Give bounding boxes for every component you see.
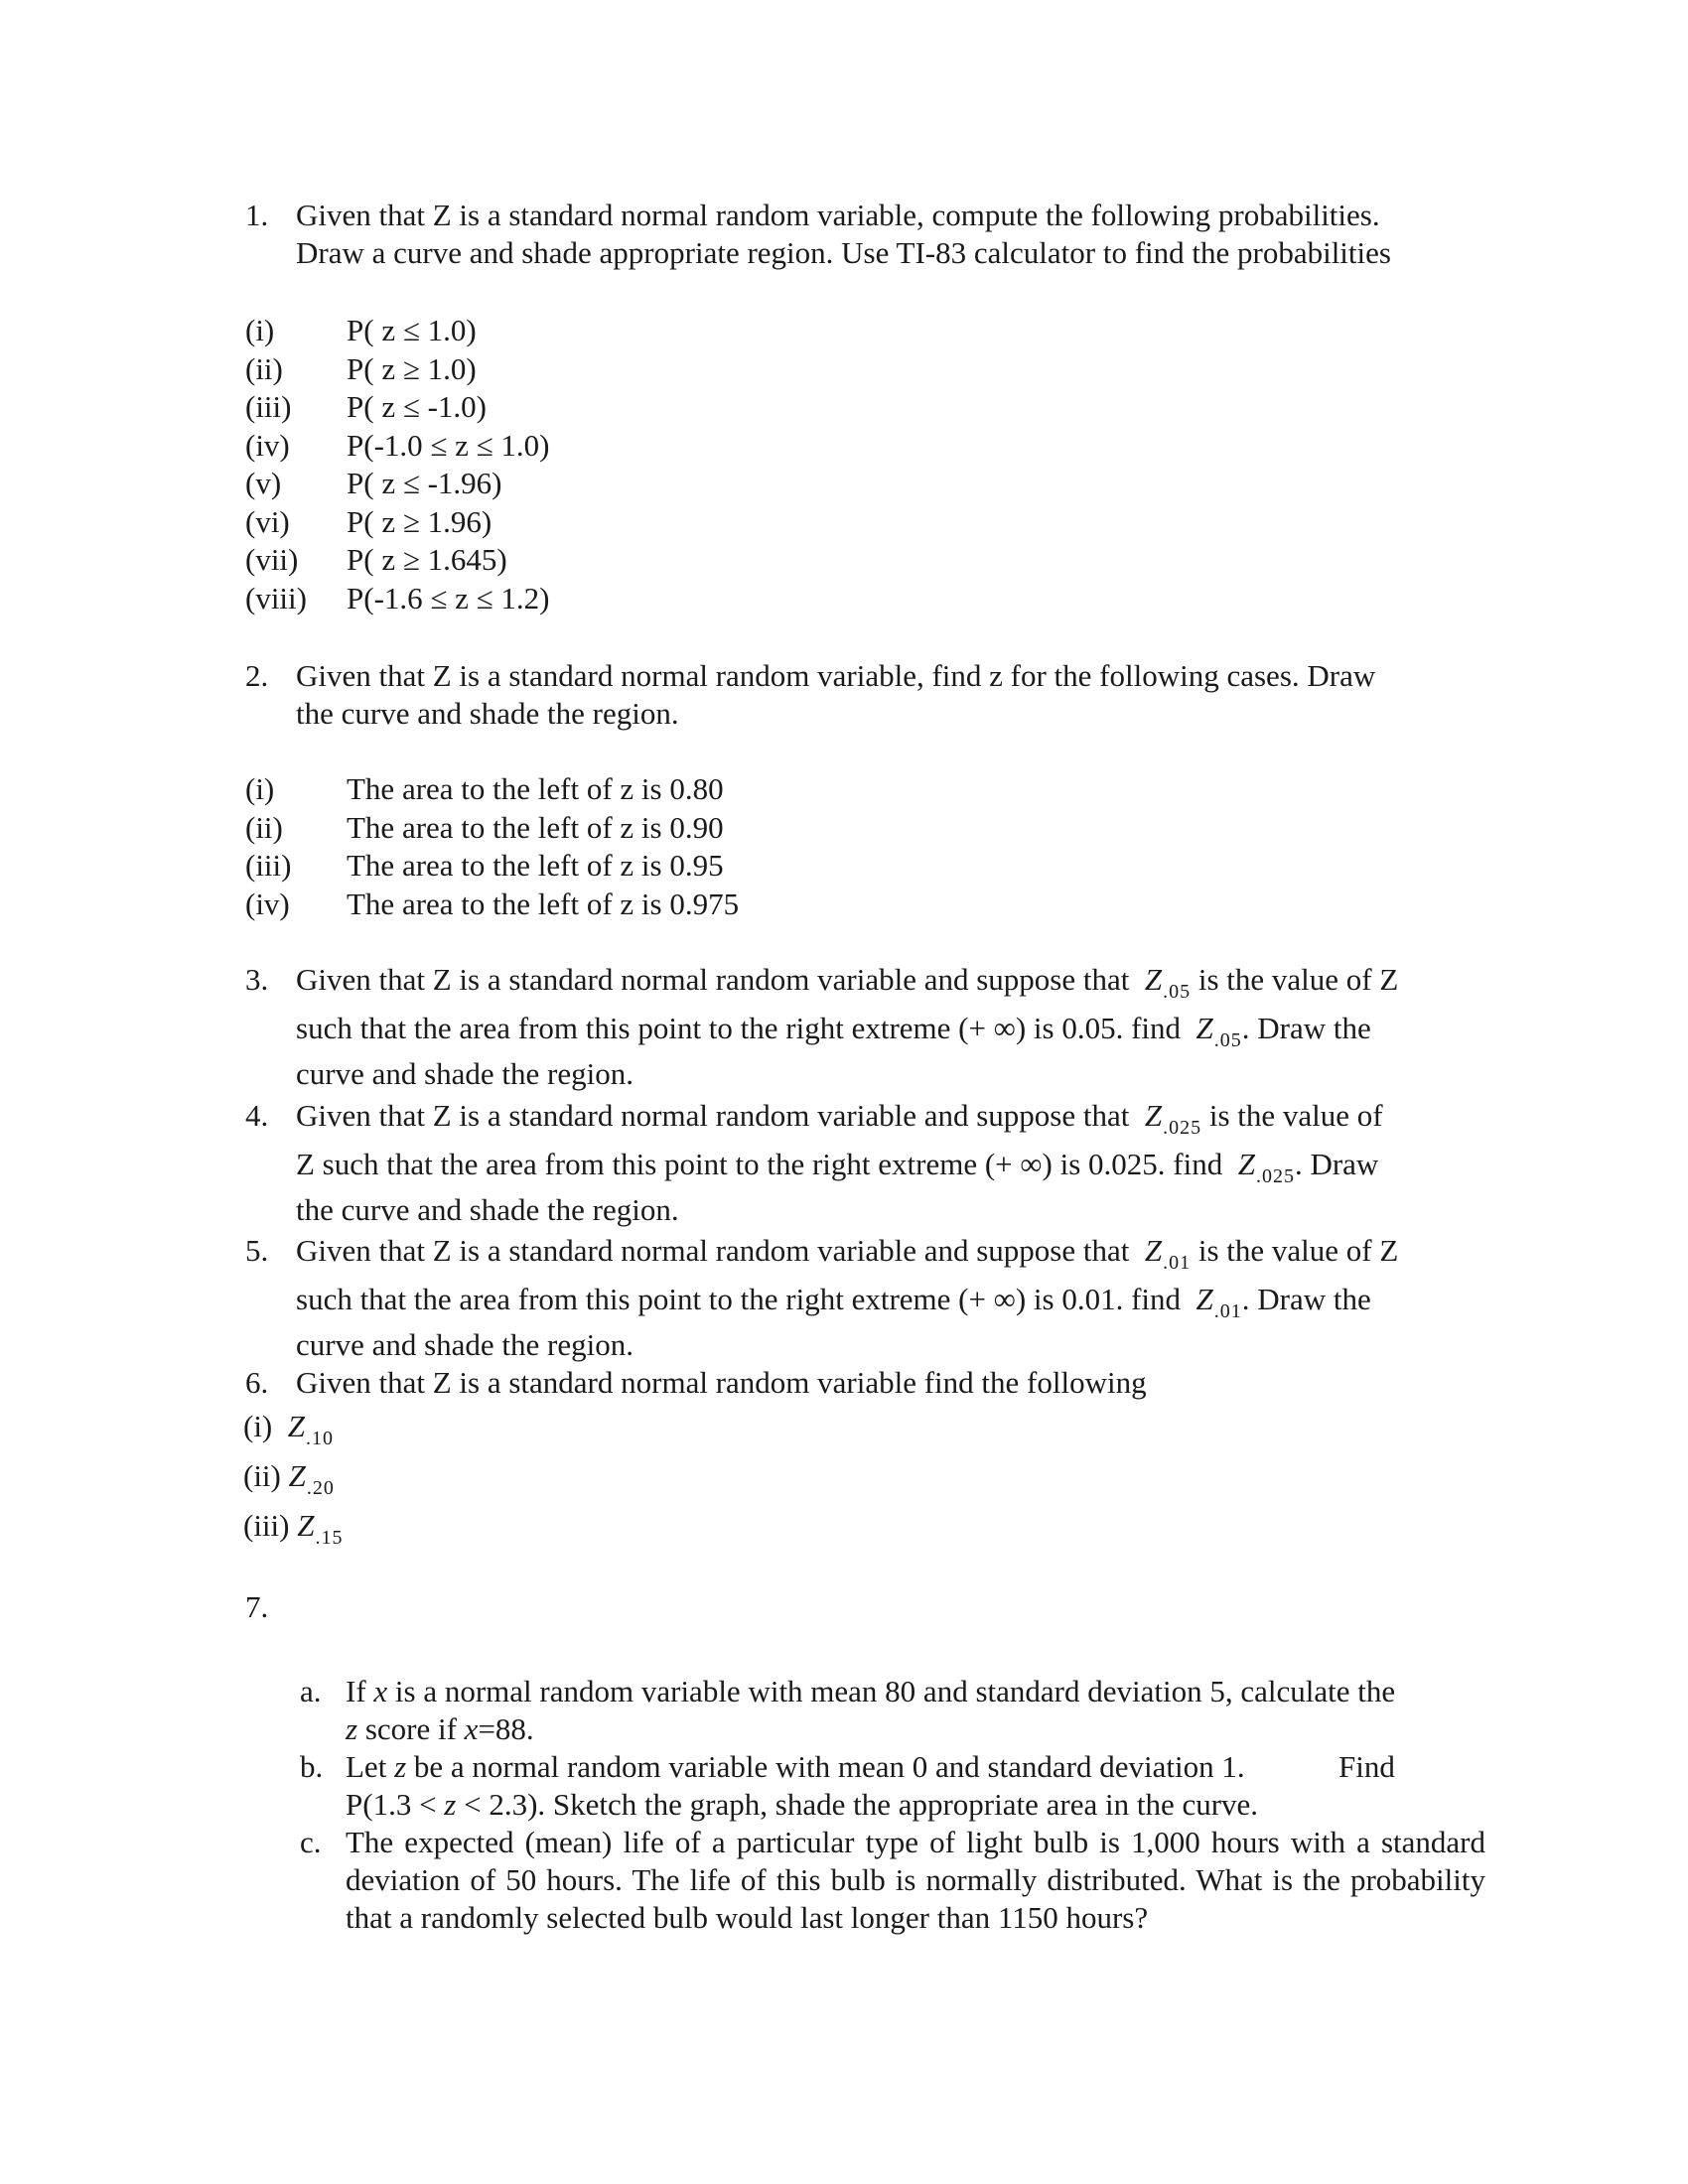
- question-number: 1.: [245, 198, 269, 232]
- item-label: (ii): [245, 350, 283, 386]
- question-number: 3.: [245, 962, 269, 997]
- z-subscript: .01: [1213, 1300, 1242, 1322]
- list-item: [243, 1507, 344, 1549]
- item-label: (vii): [245, 542, 299, 577]
- item-text: If: [346, 1674, 366, 1708]
- item-text: P( z ≤ 1.0): [347, 313, 477, 347]
- question-text: . Draw the: [1241, 1282, 1371, 1316]
- z-subscript: .05: [1163, 981, 1192, 1003]
- item-text: The area to the left of z is 0.90: [347, 809, 724, 845]
- item-label: (iii): [245, 848, 292, 883]
- question-number: 7.: [245, 1589, 269, 1624]
- z-subscript: .05: [1213, 1029, 1242, 1051]
- question-text: . Draw: [1294, 1147, 1379, 1181]
- item-label: (viii): [245, 580, 307, 615]
- item-text: P( z ≥ 1.0): [347, 350, 477, 386]
- variable: x: [373, 1674, 388, 1708]
- z-symbol: Z: [1144, 962, 1164, 997]
- question-number: 6.: [245, 1365, 269, 1400]
- item-label: c.: [300, 1825, 322, 1859]
- question-line: the curve and shade the region.: [296, 696, 679, 731]
- item-text-line: [346, 1710, 1501, 1748]
- z-symbol: Z: [297, 1508, 316, 1543]
- item-text: =88.: [478, 1711, 534, 1746]
- z-symbol: Z: [1144, 1098, 1164, 1133]
- item-text: < 2.3). Sketch the graph, shade the appropriate area in the curve.: [464, 1787, 1259, 1822]
- z-symbol: Z: [288, 1458, 307, 1493]
- z-symbol: Z: [1237, 1147, 1256, 1181]
- question-text: Given that Z is a standard normal random variable and suppose that: [296, 962, 1130, 997]
- z-subscript: .10: [306, 1428, 335, 1449]
- item-text-line: [346, 1673, 1501, 1710]
- list-item: [243, 1457, 335, 1499]
- item-label: (vi): [245, 503, 290, 539]
- item-label: b.: [300, 1749, 324, 1784]
- question-text: Given that Z is a standard normal random variable and suppose that: [296, 1233, 1130, 1268]
- item-text: P( z ≥ 1.96): [347, 503, 492, 539]
- item-text-find: Find: [1338, 1749, 1395, 1784]
- item-label: (ii): [243, 1458, 281, 1493]
- item-text: The expected (mean) life of a particular type of light bulb is 1,000 hours with a standard deviation of 50 hours. The life of this bulb is normally distributed. What is the probability that a randomly selected bulb would last longer than 1150 hours?: [346, 1825, 1485, 1935]
- item-text: P( z ≤ -1.0): [347, 389, 487, 424]
- question-line: the curve and shade the region.: [296, 1192, 679, 1227]
- z-subscript: .15: [315, 1527, 344, 1549]
- question-text: Given that Z is a standard normal random variable and suppose that: [296, 1098, 1130, 1133]
- item-label: (i): [245, 771, 275, 806]
- z-symbol: Z: [287, 1409, 307, 1443]
- list-item: [243, 1408, 335, 1449]
- question-line: [296, 1010, 1497, 1051]
- question-text: such that the area from this point to the right extreme (+ ∞) is 0.01. find: [296, 1282, 1182, 1316]
- question-number: 5.: [245, 1233, 269, 1268]
- item-text: The area to the left of z is 0.975: [347, 886, 740, 921]
- question-line: [296, 1232, 1497, 1274]
- z-subscript: .20: [306, 1477, 335, 1499]
- question-text: such that the area from this point to the right extreme (+ ∞) is 0.05. find: [296, 1011, 1182, 1045]
- item-text: P( z ≥ 1.645): [347, 542, 507, 577]
- item-label: (v): [245, 466, 282, 500]
- item-label: (iv): [245, 886, 290, 921]
- item-text: The area to the left of z is 0.80: [347, 771, 724, 806]
- question-number: 2.: [245, 658, 269, 693]
- question-line: curve and shade the region.: [296, 1056, 634, 1091]
- item-text: P(-1.6 ≤ z ≤ 1.2): [347, 580, 550, 615]
- variable: z: [394, 1749, 407, 1784]
- question-text: . Draw the: [1241, 1011, 1371, 1045]
- question-text: is the value of Z: [1197, 1233, 1399, 1268]
- question-line: Draw a curve and shade appropriate region. Use TI-83 calculator to find the probabilities: [296, 235, 1391, 270]
- item-text: is a normal random variable with mean 80 and standard deviation 5, calculate the: [394, 1674, 1396, 1708]
- variable: z: [444, 1787, 457, 1822]
- item-label: a.: [300, 1674, 322, 1708]
- item-text: be a normal random variable with mean 0 and standard deviation 1.: [413, 1749, 1245, 1784]
- question-line: [296, 1281, 1497, 1322]
- question-line: [296, 1097, 1497, 1139]
- item-label: (i): [245, 313, 275, 347]
- item-label: (i): [243, 1409, 273, 1443]
- question-text: Z such that the area from this point to the right extreme (+ ∞) is 0.025. find: [296, 1147, 1223, 1181]
- question-line: Given that Z is a standard normal random variable, compute the following probabilities.: [296, 198, 1380, 232]
- question-number: 4.: [245, 1098, 269, 1133]
- z-subscript: .025: [1163, 1117, 1202, 1139]
- variable: x: [464, 1711, 479, 1746]
- question-text: is the value of: [1208, 1098, 1383, 1133]
- question-text: is the value of Z: [1197, 962, 1399, 997]
- item-label: (iii): [245, 389, 292, 424]
- item-label: (iv): [245, 427, 290, 463]
- z-subscript: .01: [1163, 1252, 1192, 1274]
- question-line: Given that Z is a standard normal random variable find the following: [296, 1365, 1147, 1400]
- item-label: (ii): [245, 809, 283, 845]
- z-symbol: Z: [1196, 1011, 1214, 1045]
- question-line: curve and shade the region.: [296, 1327, 634, 1362]
- z-subscript: .025: [1255, 1165, 1295, 1187]
- item-label: (iii): [243, 1508, 290, 1543]
- z-symbol: Z: [1144, 1233, 1164, 1268]
- question-line: [296, 1146, 1497, 1187]
- item-text-line: [346, 1748, 1501, 1786]
- question-line: Given that Z is a standard normal random variable, find z for the following cases. Draw: [296, 658, 1376, 693]
- item-text: P(-1.0 ≤ z ≤ 1.0): [347, 427, 550, 463]
- question-line: [296, 961, 1497, 1003]
- variable: z: [346, 1711, 358, 1746]
- item-text: Let: [346, 1749, 387, 1784]
- item-text: P(1.3 <: [346, 1787, 437, 1822]
- item-text: The area to the left of z is 0.95: [347, 848, 724, 883]
- item-text: P( z ≤ -1.96): [347, 466, 502, 500]
- item-text: score if: [364, 1711, 457, 1746]
- item-text-line: [346, 1786, 1501, 1824]
- z-symbol: Z: [1196, 1282, 1214, 1316]
